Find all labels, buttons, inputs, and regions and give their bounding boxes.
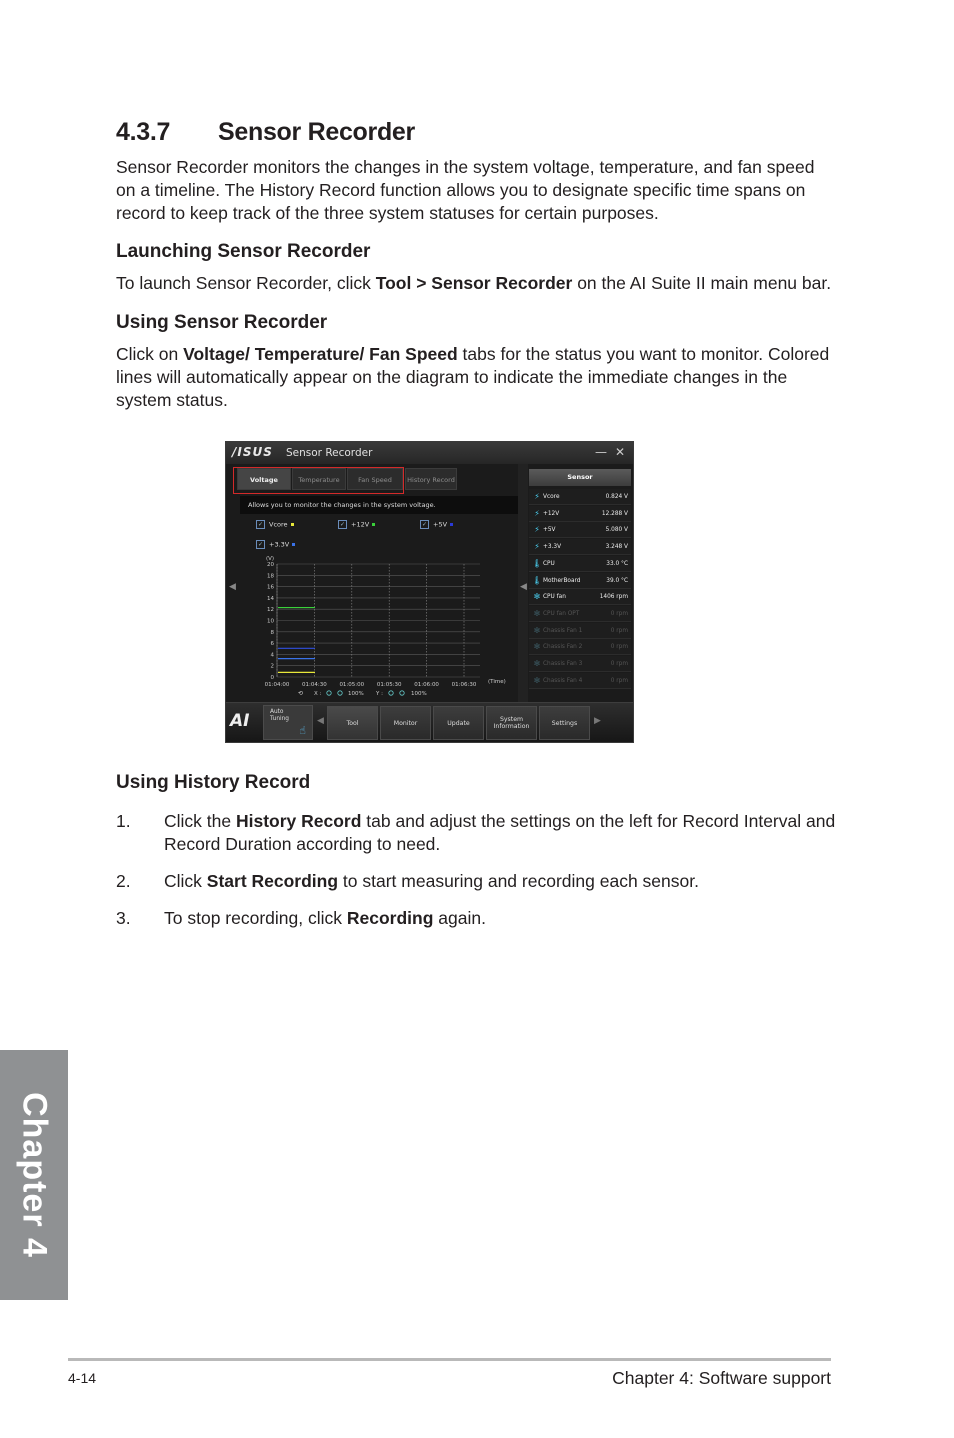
menu-settings-button[interactable]: Settings [539,706,590,740]
check-vcore[interactable] [256,520,294,529]
highlight-box [233,467,404,494]
tab-history-record[interactable]: History Record [405,468,457,490]
tab-description: Allows you to monitor the changes in the system voltage. [240,496,518,514]
step-bold: Recording [346,908,434,928]
x-tick-label: 01:04:30 [302,682,327,688]
color-swatch [372,523,375,526]
sensor-recorder-window [225,441,634,743]
auto-tuning-label-1: Auto [270,709,284,715]
bolt-icon: ⚡ [534,542,540,552]
bolt-icon: ⚡ [534,525,540,535]
section-number: 4.3.7 [116,118,171,146]
step-text [164,907,836,930]
launching-bold: Tool > Sensor Recorder [375,273,573,293]
fan-icon: ✻ [533,608,541,618]
menu-scroll-right-icon[interactable]: ▶ [594,716,601,726]
checkbox[interactable]: ✓ [257,521,264,528]
step-text-part: to start measuring and recording each sensor. [338,871,699,891]
close-button[interactable]: ✕ [615,445,626,459]
sensor-label: Chassis Fan 1 [543,627,583,634]
sensor-label: CPU fan OPT [543,610,580,617]
y-tick-label: 4 [270,652,274,659]
ai-suite-logo: AI [230,711,250,731]
sensor-row [529,673,631,689]
thermometer-icon: 🌡 [532,575,543,585]
using-bold: Voltage/ Temperature/ Fan Speed [183,344,458,364]
x-tick-label: 01:05:30 [376,682,402,688]
x-tick-label: 01:05:00 [339,682,365,688]
footer-chapter-title: Chapter 4: Software support [612,1368,831,1388]
menu-tool-button[interactable]: Tool [327,706,378,740]
step-number: 3. [116,908,131,928]
scroll-left-icon[interactable]: ◀ [229,582,236,592]
sensor-label: +12V [543,510,560,517]
sensor-value: 39.0 °C [606,577,628,584]
y-tick-label: 8 [270,629,274,636]
sensor-row [529,639,631,655]
step-number: 2. [116,871,131,891]
color-swatch [450,523,453,526]
intro-paragraph: Sensor Recorder monitors the changes in the system voltage, temperature, and fan speed on a timeline. The History Record function allows you to designate specific time spans on record to keep track of the three system statuses for certain purposes. [116,157,815,223]
check-3v3[interactable] [256,540,295,549]
step-text-part: Click the [164,811,236,831]
step-text-part: tab and adjust the settings on the left for Record Interval and Record Duration according to need. [164,811,836,854]
fan-icon: ✻ [533,659,541,668]
bolt-icon: ⚡ [534,508,540,518]
sensor-label: CPU fan [543,594,566,601]
color-swatch [291,523,294,526]
step-text [164,870,836,893]
reset-zoom-icon: ⟲ [298,690,304,697]
section-title: Sensor Recorder [218,118,415,146]
fan-icon: ✻ [533,625,541,635]
zoom-x-label: X : [314,691,322,697]
bolt-icon: ⚡ [534,492,540,501]
auto-tuning-label-2: Tuning [270,716,289,722]
sensor-label: Vcore [543,494,560,500]
check-label: +3.3V [269,540,290,549]
checkbox[interactable]: ✓ [339,521,346,528]
fan-icon: ✻ [533,592,541,602]
history-heading: Using History Record [116,772,311,793]
sensor-value: 1406 rpm [599,594,628,601]
y-tick-label: 10 [267,618,274,625]
menu-system-information-button[interactable]: System Information [486,706,537,740]
check-label: Vcore [269,520,288,529]
color-swatch [292,543,295,546]
checkbox[interactable]: ✓ [421,521,428,528]
page-number: 4-14 [68,1370,97,1386]
sensor-label: +3.3V [543,544,562,551]
sensor-label: Chassis Fan 4 [543,677,583,684]
collapse-sidebar-icon[interactable]: ◀ [520,582,527,592]
y-unit-label: (V) [266,556,275,562]
sensor-label: Chassis Fan 2 [543,644,583,651]
y-tick-label: 16 [267,584,274,591]
footer-rule [68,1358,831,1361]
section-heading [116,118,415,147]
thermometer-icon: 🌡 [532,558,543,568]
sensor-row [529,489,631,505]
sensor-row [529,573,631,589]
minimize-button[interactable]: — [595,445,607,459]
sensor-value: 0 rpm [610,677,628,684]
zoom-y-value: 100% [411,691,427,697]
step-bold: History Record [235,811,362,831]
step-bold: Start Recording [206,871,339,891]
hand-pointer-icon: ☝ [299,724,306,737]
y-tick-label: 12 [267,607,274,614]
sensor-row [529,556,631,572]
sensor-row [529,606,631,622]
step-text-part: again. [433,908,486,928]
check-12v[interactable] [338,520,375,529]
menu-monitor-button[interactable]: Monitor [380,706,431,740]
sensor-label: Chassis Fan 3 [543,661,583,667]
x-tick-label: 01:04:00 [264,682,290,688]
menu-scroll-left-icon[interactable]: ◀ [317,716,324,726]
step-number: 1. [116,811,131,831]
sensor-row [529,656,631,672]
sensor-value: 0 rpm [610,661,628,667]
sensor-row [529,522,631,538]
tab-temperature[interactable]: Temperature [292,468,346,490]
chapter-tab-label: Chapter 4 [15,1092,54,1258]
main-menu-bar [226,702,633,743]
chapter-side-tab [0,1050,68,1300]
zoom-y-label: Y : [376,691,383,697]
y-tick-label: 14 [267,595,274,602]
zoom-in-x-icon [327,691,331,695]
sensor-value: 0 rpm [610,644,628,651]
y-tick-label: 0 [270,675,274,681]
check-label: +12V [351,520,370,529]
sensor-value: 5.080 V [605,527,628,534]
fan-icon: ✻ [533,675,541,685]
check-label: +5V [433,520,448,529]
auto-tuning-button[interactable] [263,705,313,740]
checkbox[interactable]: ✓ [257,541,264,548]
zoom-out-y-icon [400,691,404,695]
zoom-in-y-icon [389,691,393,695]
y-tick-label: 20 [267,562,274,568]
sensor-row [529,506,631,522]
sensor-value: 0.824 V [605,494,628,500]
sensor-value: 12.288 V [601,510,628,517]
zoom-x-value: 100% [348,691,364,697]
title-bar [226,442,633,464]
using-text-1: Click on [116,344,184,364]
launching-text-1: To launch Sensor Recorder, click [116,273,376,293]
fan-icon: ✻ [533,642,541,652]
voltage-graph [240,554,518,700]
using-paragraph [116,343,836,412]
step-text-part: To stop recording, click [164,908,347,928]
sensor-label: CPU [543,560,555,567]
sensor-value: 0 rpm [610,627,628,634]
sensor-value: 3.248 V [605,544,628,551]
sensor-label: MotherBoard [543,577,581,584]
check-5v[interactable] [420,520,453,529]
launching-heading: Launching Sensor Recorder [116,241,371,262]
launching-paragraph [116,272,836,295]
sensor-row [529,539,631,555]
window-title: Sensor Recorder [286,447,373,459]
using-heading: Using Sensor Recorder [116,312,328,333]
using-text-2: tabs for the status you want to monitor. Colored lines will automatically appear on the diagram to indicate the immediate changes in the system status. [116,344,830,410]
zoom-out-x-icon [338,691,342,695]
step-text [164,810,836,856]
sensor-row [529,623,631,639]
x-tick-label: 01:06:30 [451,682,477,688]
y-tick-label: 2 [270,663,274,670]
step-text-part: Click [164,871,207,891]
asus-logo: /ISUS [232,445,273,459]
tab-voltage[interactable]: Voltage [237,468,291,490]
sensor-label: +5V [543,527,556,534]
menu-update-button[interactable]: Update [433,706,484,740]
sensor-panel-header: Sensor [529,469,631,486]
tab-fan-speed[interactable]: Fan Speed [347,468,403,490]
sensor-row [529,589,631,605]
x-tick-label: 01:06:00 [414,682,439,688]
x-axis-label: (Time) [488,679,506,685]
sensor-value: 33.0 °C [606,560,628,567]
launching-text-2: on the AI Suite II main menu bar. [572,273,832,293]
y-tick-label: 18 [267,573,274,580]
y-tick-label: 6 [270,641,274,648]
sensor-value: 0 rpm [610,610,628,617]
